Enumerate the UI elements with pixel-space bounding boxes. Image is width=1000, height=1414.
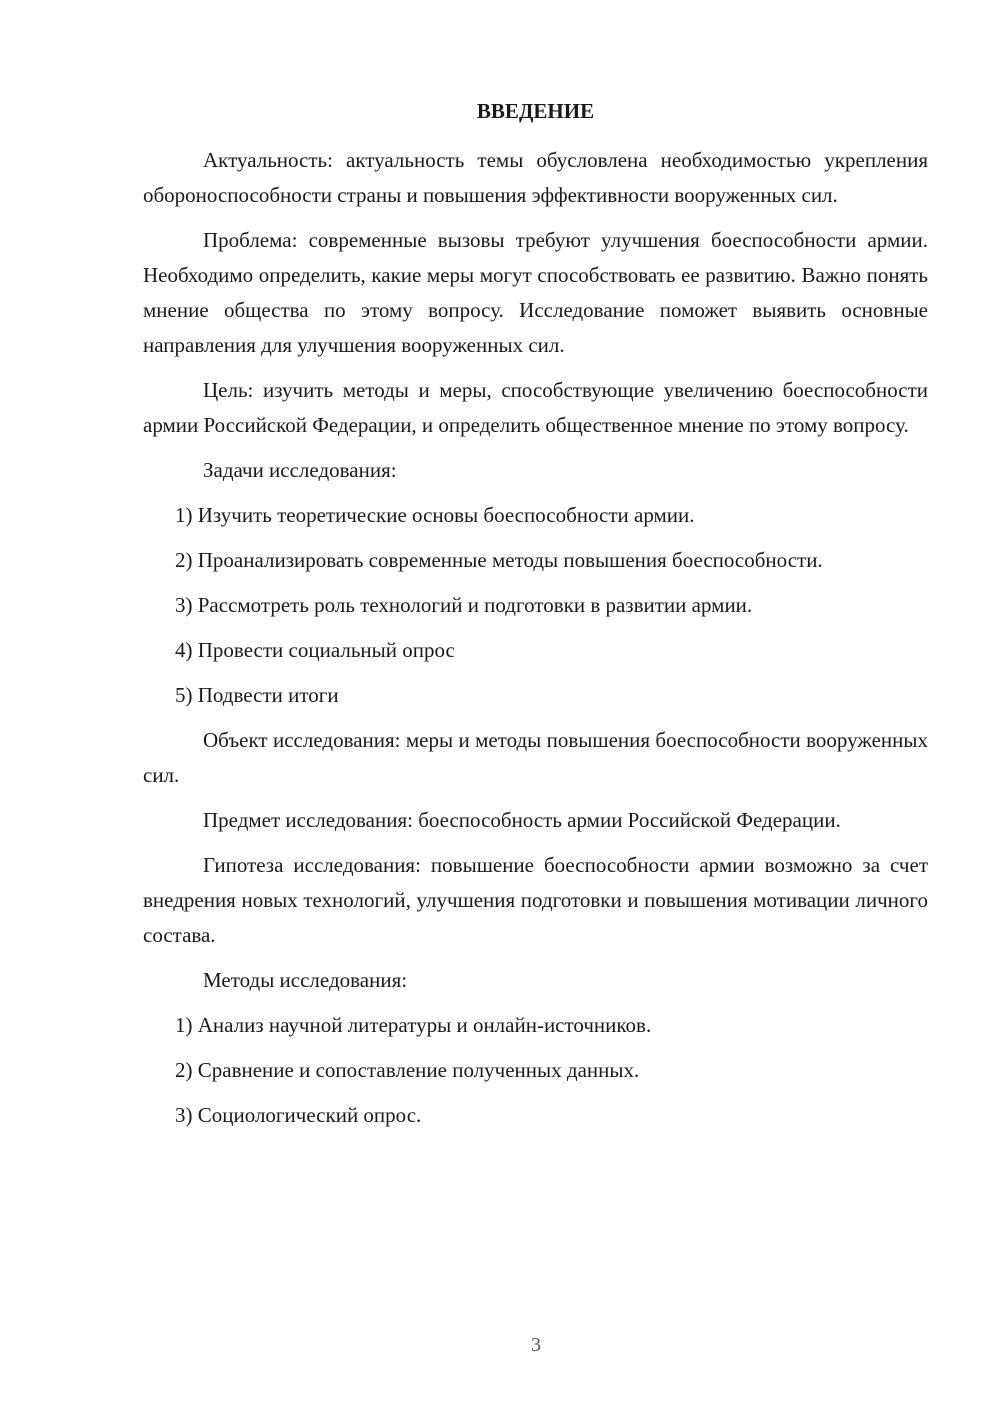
method-item: 3) Социологический опрос. xyxy=(175,1103,422,1127)
hypothesis-paragraph: Гипотеза исследования: повышение боеспособности армии возможно за счет внедрения новых технологий, улучшения подготовки и повышения мотивации личного состава. xyxy=(143,853,928,947)
problem-paragraph: Проблема: современные вызовы требуют улучшения боеспособности армии. Необходимо определить, какие меры могут способствовать ее развитию. Важно понять мнение общества по этому вопросу. Исследование поможет выявить основные направления для улучшения вооруженных сил. xyxy=(143,228,928,357)
object-paragraph: Объект исследования: меры и методы повышения боеспособности вооруженных сил. xyxy=(143,728,928,787)
goal-paragraph: Цель: изучить методы и меры, способствующие увеличению боеспособности армии Российской Федерации, и определить общественное мнение по этому вопросу. xyxy=(143,378,928,437)
page-title: ВВЕДЕНИЕ xyxy=(476,99,595,123)
task-item: 2) Проанализировать современные методы повышения боеспособности. xyxy=(175,548,823,572)
task-item: 1) Изучить теоретические основы боеспособности армии. xyxy=(175,503,695,527)
subject-paragraph: Предмет исследования: боеспособность армии Российской Федерации. xyxy=(203,808,841,832)
page-number: 3 xyxy=(531,1334,541,1356)
page-content xyxy=(143,94,928,1143)
task-item: 5) Подвести итоги xyxy=(175,683,339,707)
tasks-heading: Задачи исследования: xyxy=(203,458,397,482)
method-item: 2) Сравнение и сопоставление полученных данных. xyxy=(175,1058,640,1082)
method-item: 1) Анализ научной литературы и онлайн-источников. xyxy=(175,1013,652,1037)
relevance-paragraph: Актуальность: актуальность темы обусловлена необходимостью укрепления обороноспособности страны и повышения эффективности вооруженных сил. xyxy=(143,148,928,207)
task-item: 4) Провести социальный опрос xyxy=(175,638,455,662)
methods-heading: Методы исследования: xyxy=(203,968,408,992)
task-item: 3) Рассмотреть роль технологий и подготовки в развитии армии. xyxy=(175,593,753,617)
